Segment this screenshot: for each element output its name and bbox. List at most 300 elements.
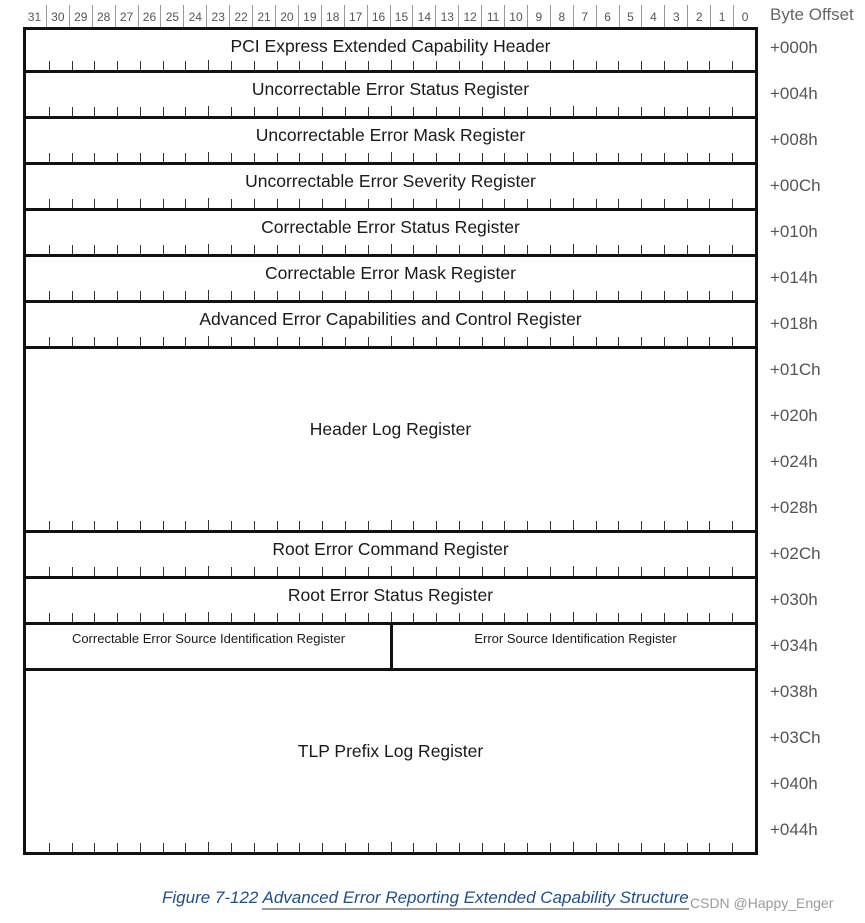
bit-tick — [596, 843, 597, 852]
bit-tick — [596, 61, 597, 70]
bit-tick — [459, 291, 460, 300]
byte-offset: +014h — [770, 268, 818, 287]
bit-tick — [345, 613, 346, 622]
bit-tick — [618, 337, 619, 346]
bit-tick — [550, 291, 551, 300]
register-label: Uncorrectable Error Severity Register — [245, 171, 536, 191]
bit-tick — [664, 843, 665, 852]
bit-tick — [527, 199, 528, 208]
bit-tick — [436, 521, 437, 530]
bit-tick — [208, 612, 209, 622]
bit-tick — [345, 245, 346, 254]
bit-tick — [231, 107, 232, 116]
bit-tick — [573, 520, 574, 530]
bit-tick — [254, 613, 255, 622]
bit-tick — [117, 567, 118, 576]
bit-tick — [618, 61, 619, 70]
bit-tick — [436, 291, 437, 300]
bit-tick — [185, 843, 186, 852]
bit-tick — [391, 106, 392, 116]
bit-tick — [208, 198, 209, 208]
bit-tick — [527, 337, 528, 346]
bit-tick — [709, 337, 710, 346]
byte-offset-header: Byte Offset — [770, 5, 854, 24]
bit-tick — [163, 567, 164, 576]
bit-tick — [117, 337, 118, 346]
bit-tick — [322, 107, 323, 116]
bit-tick — [504, 245, 505, 254]
bit-number: 8 — [550, 5, 573, 29]
register-label: Header Log Register — [309, 419, 472, 439]
bit-tick — [573, 198, 574, 208]
bit-tick — [345, 199, 346, 208]
bit-tick — [664, 613, 665, 622]
bit-tick — [277, 567, 278, 576]
bit-tick — [163, 153, 164, 162]
bit-tick — [185, 337, 186, 346]
bit-tick — [231, 843, 232, 852]
bit-tick — [368, 567, 369, 576]
bit-tick — [709, 843, 710, 852]
bit-tick — [345, 521, 346, 530]
bit-tick — [299, 613, 300, 622]
bit-tick — [504, 521, 505, 530]
bit-tick — [482, 245, 483, 254]
bit-tick — [254, 521, 255, 530]
bit-tick — [413, 153, 414, 162]
bit-tick — [504, 291, 505, 300]
bit-number: 28 — [92, 5, 115, 29]
bit-tick — [254, 245, 255, 254]
bit-tick — [664, 337, 665, 346]
register-row — [23, 579, 758, 625]
bit-tick — [322, 843, 323, 852]
bit-tick — [732, 567, 733, 576]
bit-tick — [277, 613, 278, 622]
bit-tick — [49, 291, 50, 300]
bit-tick — [732, 337, 733, 346]
bit-tick — [231, 337, 232, 346]
bit-tick — [72, 199, 73, 208]
bit-tick — [277, 337, 278, 346]
register-label: Root Error Command Register — [272, 539, 509, 559]
bit-tick — [72, 61, 73, 70]
bit-tick — [482, 567, 483, 576]
bit-tick — [550, 107, 551, 116]
bit-tick — [49, 107, 50, 116]
bit-tick — [550, 199, 551, 208]
byte-offset: +004h — [770, 84, 818, 103]
bit-tick — [413, 107, 414, 116]
bit-tick — [573, 152, 574, 162]
bit-tick — [345, 567, 346, 576]
bit-tick — [368, 107, 369, 116]
bit-tick — [641, 153, 642, 162]
bit-tick — [72, 107, 73, 116]
bit-tick — [596, 245, 597, 254]
bit-tick — [117, 521, 118, 530]
bit-number: 10 — [504, 5, 527, 29]
bit-tick — [687, 291, 688, 300]
byte-offset: +038h — [770, 682, 818, 701]
bit-tick — [596, 521, 597, 530]
bit-tick — [254, 107, 255, 116]
byte-offset: +030h — [770, 590, 818, 609]
bit-tick — [436, 843, 437, 852]
bit-tick — [436, 107, 437, 116]
byte-offset: +034h — [770, 636, 818, 655]
bit-tick — [618, 567, 619, 576]
bit-tick — [709, 291, 710, 300]
bit-tick — [413, 337, 414, 346]
bit-tick — [72, 337, 73, 346]
bit-tick — [687, 843, 688, 852]
bit-tick — [49, 153, 50, 162]
bit-tick — [72, 521, 73, 530]
bit-tick — [687, 337, 688, 346]
bit-tick — [732, 291, 733, 300]
bit-tick — [185, 153, 186, 162]
register-row — [23, 73, 758, 119]
byte-offset: +044h — [770, 820, 818, 839]
bit-tick — [254, 337, 255, 346]
bit-tick — [254, 153, 255, 162]
bit-tick — [459, 567, 460, 576]
bit-number: 23 — [206, 5, 229, 29]
bit-tick — [618, 291, 619, 300]
bit-tick — [459, 613, 460, 622]
byte-offset: +02Ch — [770, 544, 821, 563]
bit-tick — [208, 244, 209, 254]
bit-tick — [49, 337, 50, 346]
byte-offset: +03Ch — [770, 728, 821, 747]
bit-tick — [664, 153, 665, 162]
bit-tick — [299, 199, 300, 208]
bit-tick — [254, 567, 255, 576]
bit-tick — [231, 521, 232, 530]
bit-tick — [436, 61, 437, 70]
bit-tick — [527, 61, 528, 70]
bit-tick — [163, 521, 164, 530]
bit-tick — [368, 613, 369, 622]
bit-tick — [231, 153, 232, 162]
bit-tick — [117, 153, 118, 162]
bit-tick — [482, 843, 483, 852]
bit-tick — [482, 153, 483, 162]
byte-offset: +040h — [770, 774, 818, 793]
bit-tick — [49, 613, 50, 622]
bit-tick — [573, 106, 574, 116]
byte-offset: +01Ch — [770, 360, 821, 379]
bit-tick — [596, 199, 597, 208]
bit-tick — [687, 613, 688, 622]
register-label: Uncorrectable Error Mask Register — [255, 125, 526, 145]
bit-tick — [618, 521, 619, 530]
bit-tick — [231, 199, 232, 208]
bit-tick — [732, 107, 733, 116]
bit-tick — [49, 199, 50, 208]
register-row — [23, 257, 758, 303]
bit-number: 9 — [527, 5, 550, 29]
bit-tick — [163, 291, 164, 300]
byte-offset: +024h — [770, 452, 818, 471]
bit-tick — [345, 843, 346, 852]
bit-tick — [482, 291, 483, 300]
bit-tick — [254, 61, 255, 70]
bit-number: 7 — [573, 5, 596, 29]
bit-tick — [709, 245, 710, 254]
bit-number: 12 — [458, 5, 481, 29]
bit-tick — [208, 520, 209, 530]
bit-tick — [94, 291, 95, 300]
bit-tick — [664, 567, 665, 576]
bit-tick — [482, 61, 483, 70]
bit-tick — [391, 198, 392, 208]
bit-tick — [117, 107, 118, 116]
bit-tick — [322, 61, 323, 70]
bit-tick — [231, 567, 232, 576]
bit-tick — [117, 843, 118, 852]
bit-number: 31 — [27, 10, 42, 24]
bit-tick — [482, 521, 483, 530]
bit-tick — [459, 337, 460, 346]
bit-tick — [413, 291, 414, 300]
register-diagram — [23, 27, 758, 855]
bit-tick — [277, 521, 278, 530]
bit-number: 25 — [160, 5, 183, 29]
bit-tick — [687, 567, 688, 576]
bit-tick — [391, 244, 392, 254]
bit-tick — [391, 842, 392, 852]
bit-tick — [163, 337, 164, 346]
bit-tick — [641, 107, 642, 116]
bit-tick — [664, 199, 665, 208]
bit-tick — [709, 107, 710, 116]
bit-number: 22 — [229, 5, 252, 29]
bit-number: 5 — [619, 5, 642, 29]
bit-tick — [368, 61, 369, 70]
bit-tick — [368, 521, 369, 530]
bit-tick — [277, 199, 278, 208]
bit-number: 2 — [687, 5, 710, 29]
register-label: Uncorrectable Error Status Register — [251, 79, 530, 99]
register-row — [23, 533, 758, 579]
bit-tick — [49, 245, 50, 254]
bit-tick — [413, 567, 414, 576]
bit-tick — [140, 107, 141, 116]
bit-tick — [618, 843, 619, 852]
bit-tick — [163, 107, 164, 116]
bit-number: 20 — [275, 5, 298, 29]
bit-tick — [550, 567, 551, 576]
bit-tick — [140, 245, 141, 254]
bit-tick — [322, 337, 323, 346]
byte-offset: +028h — [770, 498, 818, 517]
bit-tick — [413, 613, 414, 622]
bit-tick — [322, 613, 323, 622]
bit-tick — [185, 567, 186, 576]
bit-number-ruler — [23, 5, 756, 29]
bit-tick — [368, 843, 369, 852]
bit-tick — [345, 107, 346, 116]
bit-tick — [299, 245, 300, 254]
bit-tick — [163, 843, 164, 852]
bit-tick — [550, 337, 551, 346]
bit-number: 30 — [46, 5, 69, 29]
bit-tick — [72, 613, 73, 622]
bit-tick — [504, 107, 505, 116]
bit-tick — [504, 153, 505, 162]
bit-number: 13 — [435, 5, 458, 29]
register-label-right: Error Source Identification Register — [474, 631, 677, 646]
bit-tick — [299, 291, 300, 300]
bit-tick — [299, 61, 300, 70]
bit-number: 3 — [664, 5, 687, 29]
bit-tick — [322, 245, 323, 254]
bit-tick — [72, 291, 73, 300]
bit-tick — [345, 153, 346, 162]
bit-tick — [391, 152, 392, 162]
bit-tick — [504, 337, 505, 346]
bit-tick — [732, 613, 733, 622]
bit-tick — [231, 291, 232, 300]
bit-tick — [664, 107, 665, 116]
register-label: TLP Prefix Log Register — [297, 741, 484, 761]
bit-tick — [527, 291, 528, 300]
bit-tick — [208, 842, 209, 852]
register-label: PCI Express Extended Capability Header — [230, 36, 551, 56]
bit-tick — [163, 61, 164, 70]
byte-offset: +00Ch — [770, 176, 821, 195]
bit-tick — [459, 521, 460, 530]
bit-tick — [299, 153, 300, 162]
bit-tick — [254, 199, 255, 208]
bit-tick — [732, 245, 733, 254]
bit-tick — [231, 61, 232, 70]
byte-offset: +018h — [770, 314, 818, 333]
bit-tick — [482, 337, 483, 346]
bit-tick — [596, 291, 597, 300]
bit-tick — [709, 567, 710, 576]
bit-tick — [687, 107, 688, 116]
bit-tick — [641, 521, 642, 530]
bit-tick — [185, 199, 186, 208]
bit-tick — [277, 153, 278, 162]
bit-tick — [94, 107, 95, 116]
bit-tick — [254, 291, 255, 300]
bit-number: 19 — [298, 5, 321, 29]
bit-tick — [391, 612, 392, 622]
bit-tick — [185, 613, 186, 622]
bit-tick — [140, 199, 141, 208]
bit-tick — [391, 336, 392, 346]
bit-tick — [664, 521, 665, 530]
bit-tick — [709, 613, 710, 622]
bit-tick — [345, 291, 346, 300]
bit-tick — [391, 290, 392, 300]
bit-tick — [550, 843, 551, 852]
bit-tick — [185, 107, 186, 116]
bit-tick — [208, 106, 209, 116]
bit-tick — [436, 245, 437, 254]
register-row — [23, 165, 758, 211]
bit-tick — [72, 153, 73, 162]
bit-tick — [618, 107, 619, 116]
bit-tick — [94, 613, 95, 622]
bit-tick — [140, 567, 141, 576]
bit-tick — [527, 245, 528, 254]
bit-tick — [49, 843, 50, 852]
bit-tick — [94, 61, 95, 70]
bit-tick — [573, 244, 574, 254]
bit-tick — [140, 613, 141, 622]
bit-tick — [391, 520, 392, 530]
bit-tick — [687, 199, 688, 208]
bit-tick — [709, 521, 710, 530]
bit-tick — [641, 199, 642, 208]
bit-number: 27 — [115, 5, 138, 29]
bit-number: 21 — [252, 5, 275, 29]
figure-number: Figure 7-122 — [162, 888, 259, 907]
register-label: Root Error Status Register — [287, 585, 494, 605]
bit-tick — [117, 291, 118, 300]
bit-tick — [573, 566, 574, 576]
register-row — [23, 211, 758, 257]
register-row — [23, 27, 758, 73]
bit-tick — [72, 245, 73, 254]
bit-number: 18 — [321, 5, 344, 29]
bit-tick — [504, 613, 505, 622]
byte-offset: +000h — [770, 38, 818, 57]
bit-tick — [550, 153, 551, 162]
bit-tick — [72, 567, 73, 576]
bit-tick — [573, 842, 574, 852]
bit-tick — [436, 337, 437, 346]
bit-tick — [618, 153, 619, 162]
bit-tick — [49, 521, 50, 530]
bit-tick — [641, 613, 642, 622]
bit-tick — [687, 153, 688, 162]
bit-tick — [94, 567, 95, 576]
bit-tick — [413, 843, 414, 852]
bit-tick — [459, 199, 460, 208]
byte-offset: +010h — [770, 222, 818, 241]
bit-number: 16 — [367, 5, 390, 29]
bit-number: 4 — [641, 5, 664, 29]
bit-tick — [732, 61, 733, 70]
figure-caption — [162, 888, 689, 908]
bit-tick — [732, 153, 733, 162]
bit-tick — [709, 153, 710, 162]
bit-tick — [94, 245, 95, 254]
byte-offset: +008h — [770, 130, 818, 149]
bit-tick — [185, 521, 186, 530]
bit-tick — [117, 613, 118, 622]
bit-tick — [436, 567, 437, 576]
bit-tick — [391, 60, 392, 70]
bit-tick — [596, 567, 597, 576]
bit-tick — [596, 613, 597, 622]
bit-tick — [140, 521, 141, 530]
bit-tick — [459, 61, 460, 70]
register-label-left: Correctable Error Source Identification Register — [71, 631, 346, 646]
bit-tick — [94, 843, 95, 852]
bit-tick — [732, 843, 733, 852]
bit-tick — [94, 337, 95, 346]
bit-tick — [527, 843, 528, 852]
register-row — [23, 303, 758, 349]
bit-tick — [163, 613, 164, 622]
